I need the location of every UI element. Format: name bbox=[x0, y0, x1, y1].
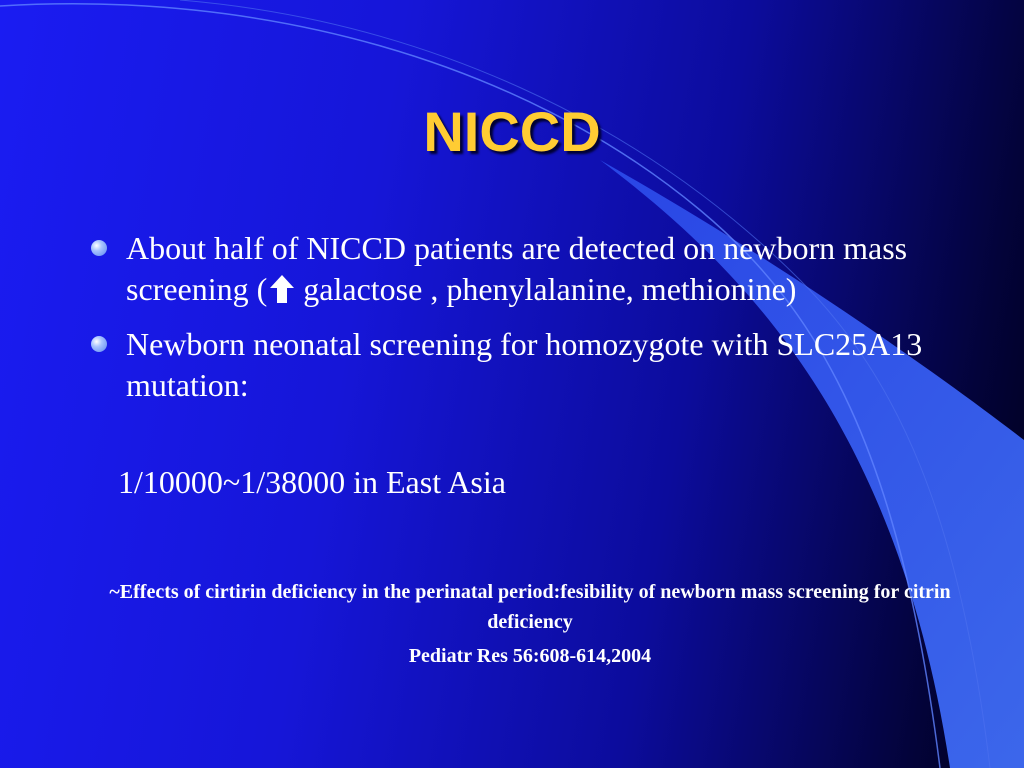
bullet-dot-icon bbox=[91, 336, 107, 352]
bullet-text-continued: galactose , phenylalanine, methionine) bbox=[295, 271, 797, 307]
prevalence-line: 1/10000~1/38000 in East Asia bbox=[118, 464, 506, 500]
bullet-item bbox=[88, 228, 948, 310]
up-arrow-icon bbox=[269, 274, 295, 304]
bullet-item bbox=[88, 324, 948, 406]
bullet-list bbox=[88, 228, 948, 420]
bullet-text: Newborn neonatal screening for homozygote with SLC25A13 mutation: bbox=[126, 326, 923, 403]
bullet-text: About half of NICCD patients are detected on newborn mass screening ( bbox=[126, 230, 908, 307]
slide-title: NICCD bbox=[423, 100, 601, 163]
reference-citation bbox=[100, 577, 960, 671]
reference-source: Pediatr Res 56:608-614,2004 bbox=[408, 645, 652, 667]
bullet-dot-icon bbox=[91, 240, 107, 256]
reference-title: ~Effects of cirtirin deficiency in the perinatal period:fesibility of newborn mass screening for citrin deficiency bbox=[109, 581, 951, 633]
